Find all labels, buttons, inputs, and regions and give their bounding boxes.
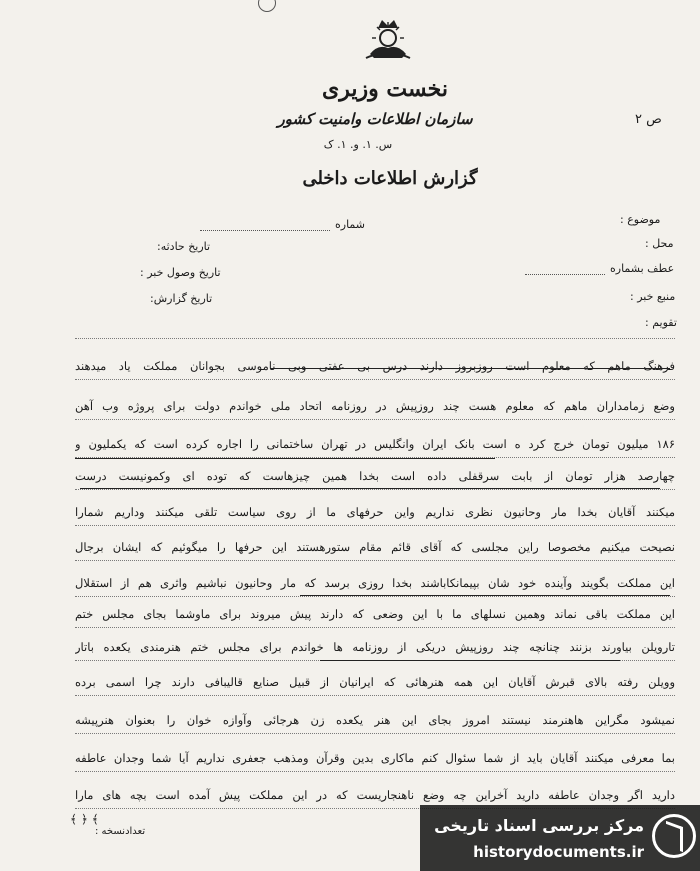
organization-title: سازمان اطلاعات وامنیت کشور [277,110,473,128]
body-line: دارید اگر وجدان عاطفه دارید آخراین چه وضع ناهنجاریست که در این مملکت پیش آمده است بچه های مارا [75,788,675,802]
underline-mark [300,595,670,596]
rule-line [75,379,675,380]
rule-line [75,525,675,526]
receipt-date-label: تاریخ وصول خبر : [140,266,221,279]
watermark-url: historydocuments.ir [473,843,644,861]
reference-number-line [525,274,605,275]
organization-code: س. ۱. و. ۱. ک [323,138,393,151]
rule-line [75,419,675,420]
lion-and-sun-emblem-icon [362,18,414,62]
body-line: نمیشود مگراین هاهنرمند نیستند امروز بجای این هنر یکعده زن هرجائی وآوازه خوان را بعنوان هنرپیشه [75,713,675,727]
rule-line [75,627,675,628]
source-label: منبع خبر : [630,290,676,303]
underline-mark [270,368,670,369]
rule-line [75,695,675,696]
punch-hole [258,0,276,12]
report-date-label: تاریخ گزارش: [150,292,213,305]
body-line: این مملکت باقی نماند وهمین نسلهای ما با این وضعی که دارند پیش میروند برای ماوشما بجای مجلس ختم [75,607,675,621]
watermark-banner [420,805,700,871]
body-line: بما معرفی میکنند آقایان باید از شما سئوال کنم ماکاری بدین وقرآن ومذهب جعفری نداریم آیا شما وجدان عاطفه [75,751,675,765]
rule-line [75,560,675,561]
ministry-title: نخست وزیری [322,76,448,102]
number-line [200,230,330,231]
underline-mark [80,488,660,489]
body-line: ۱۸۶ میلیون تومان خرج کرد ه است بانک ایران وانگلیس در تهران ساختمانی را اجاره کرده است که یکملیون و [75,437,675,451]
body-line: فرهنگ ماهم که معلوم است روزبروز دارند درس بی عفتی وبی ناموسی بجوانان مملکت یاد میدهند [75,359,675,373]
body-line: تارویلن بیاورند بزنند چنانچه چند روزپیش دریکی از روزنامه ها خواندم برای مجلس ختم هنرمندی یکعده باتار [75,640,675,654]
body-line: وویلن رفته بالای قبرش آقایان این همه هنرهائی که ایرانیان از قبیل صنایع قالیبافی دارند چرا اسمی برده [75,675,675,689]
body-line: چهارصد هزار تومان از بابت سرقفلی داده است بخدا همین چیزهاست که توده ای وکمونیست درست [75,469,675,483]
underline-mark [320,660,620,661]
underline-mark [75,458,495,459]
report-title: گزارش اطلاعات داخلی [302,168,478,189]
rule-line [75,733,675,734]
page-number: ص ۲ [635,112,662,127]
rule-line [75,338,675,339]
handwritten-marks: ﴾ ﴿ ﴾ [70,812,99,826]
incident-date-label: تاریخ حادثه: [157,240,211,253]
location-label: محل : [645,237,674,250]
archive-logo-icon [652,814,696,858]
watermark-title: مرکز بررسی اسناد تاریخی [434,816,644,835]
body-line: میکنند آقایان بخدا مار وحانیون نظری نداریم واین حرفهای ما از روی سیاست تلقی میکنند وداریم شمارا [75,505,675,519]
rule-line [75,771,675,772]
evaluation-label: تقویم : [645,316,677,329]
copies-label: تعدادنسخه : [95,826,146,837]
reference-number-label: عطف بشماره [610,262,675,275]
body-line: وضع زمامداران ماهم که معلوم هست چند روزپیش در روزنامه اتحاد ملی خواندم دولت برای پروژه وب آهن [75,399,675,413]
body-line: این مملکت بگویند وآینده خود شان بپیمانکاباشند بخدا روزی برسد که مار وحانیون نباشیم واثری هم از استقلال [75,576,675,590]
subject-label: موضوع : [620,213,661,226]
number-label: شماره [335,218,366,231]
rule-line [75,596,675,597]
rule-line [75,489,675,490]
body-line: نصیحت میکنیم مخصوصا راین مجلسی که آقای قائم مقام ستورهستند این حرفها را میگوئیم که ایشان برجال [75,540,675,554]
